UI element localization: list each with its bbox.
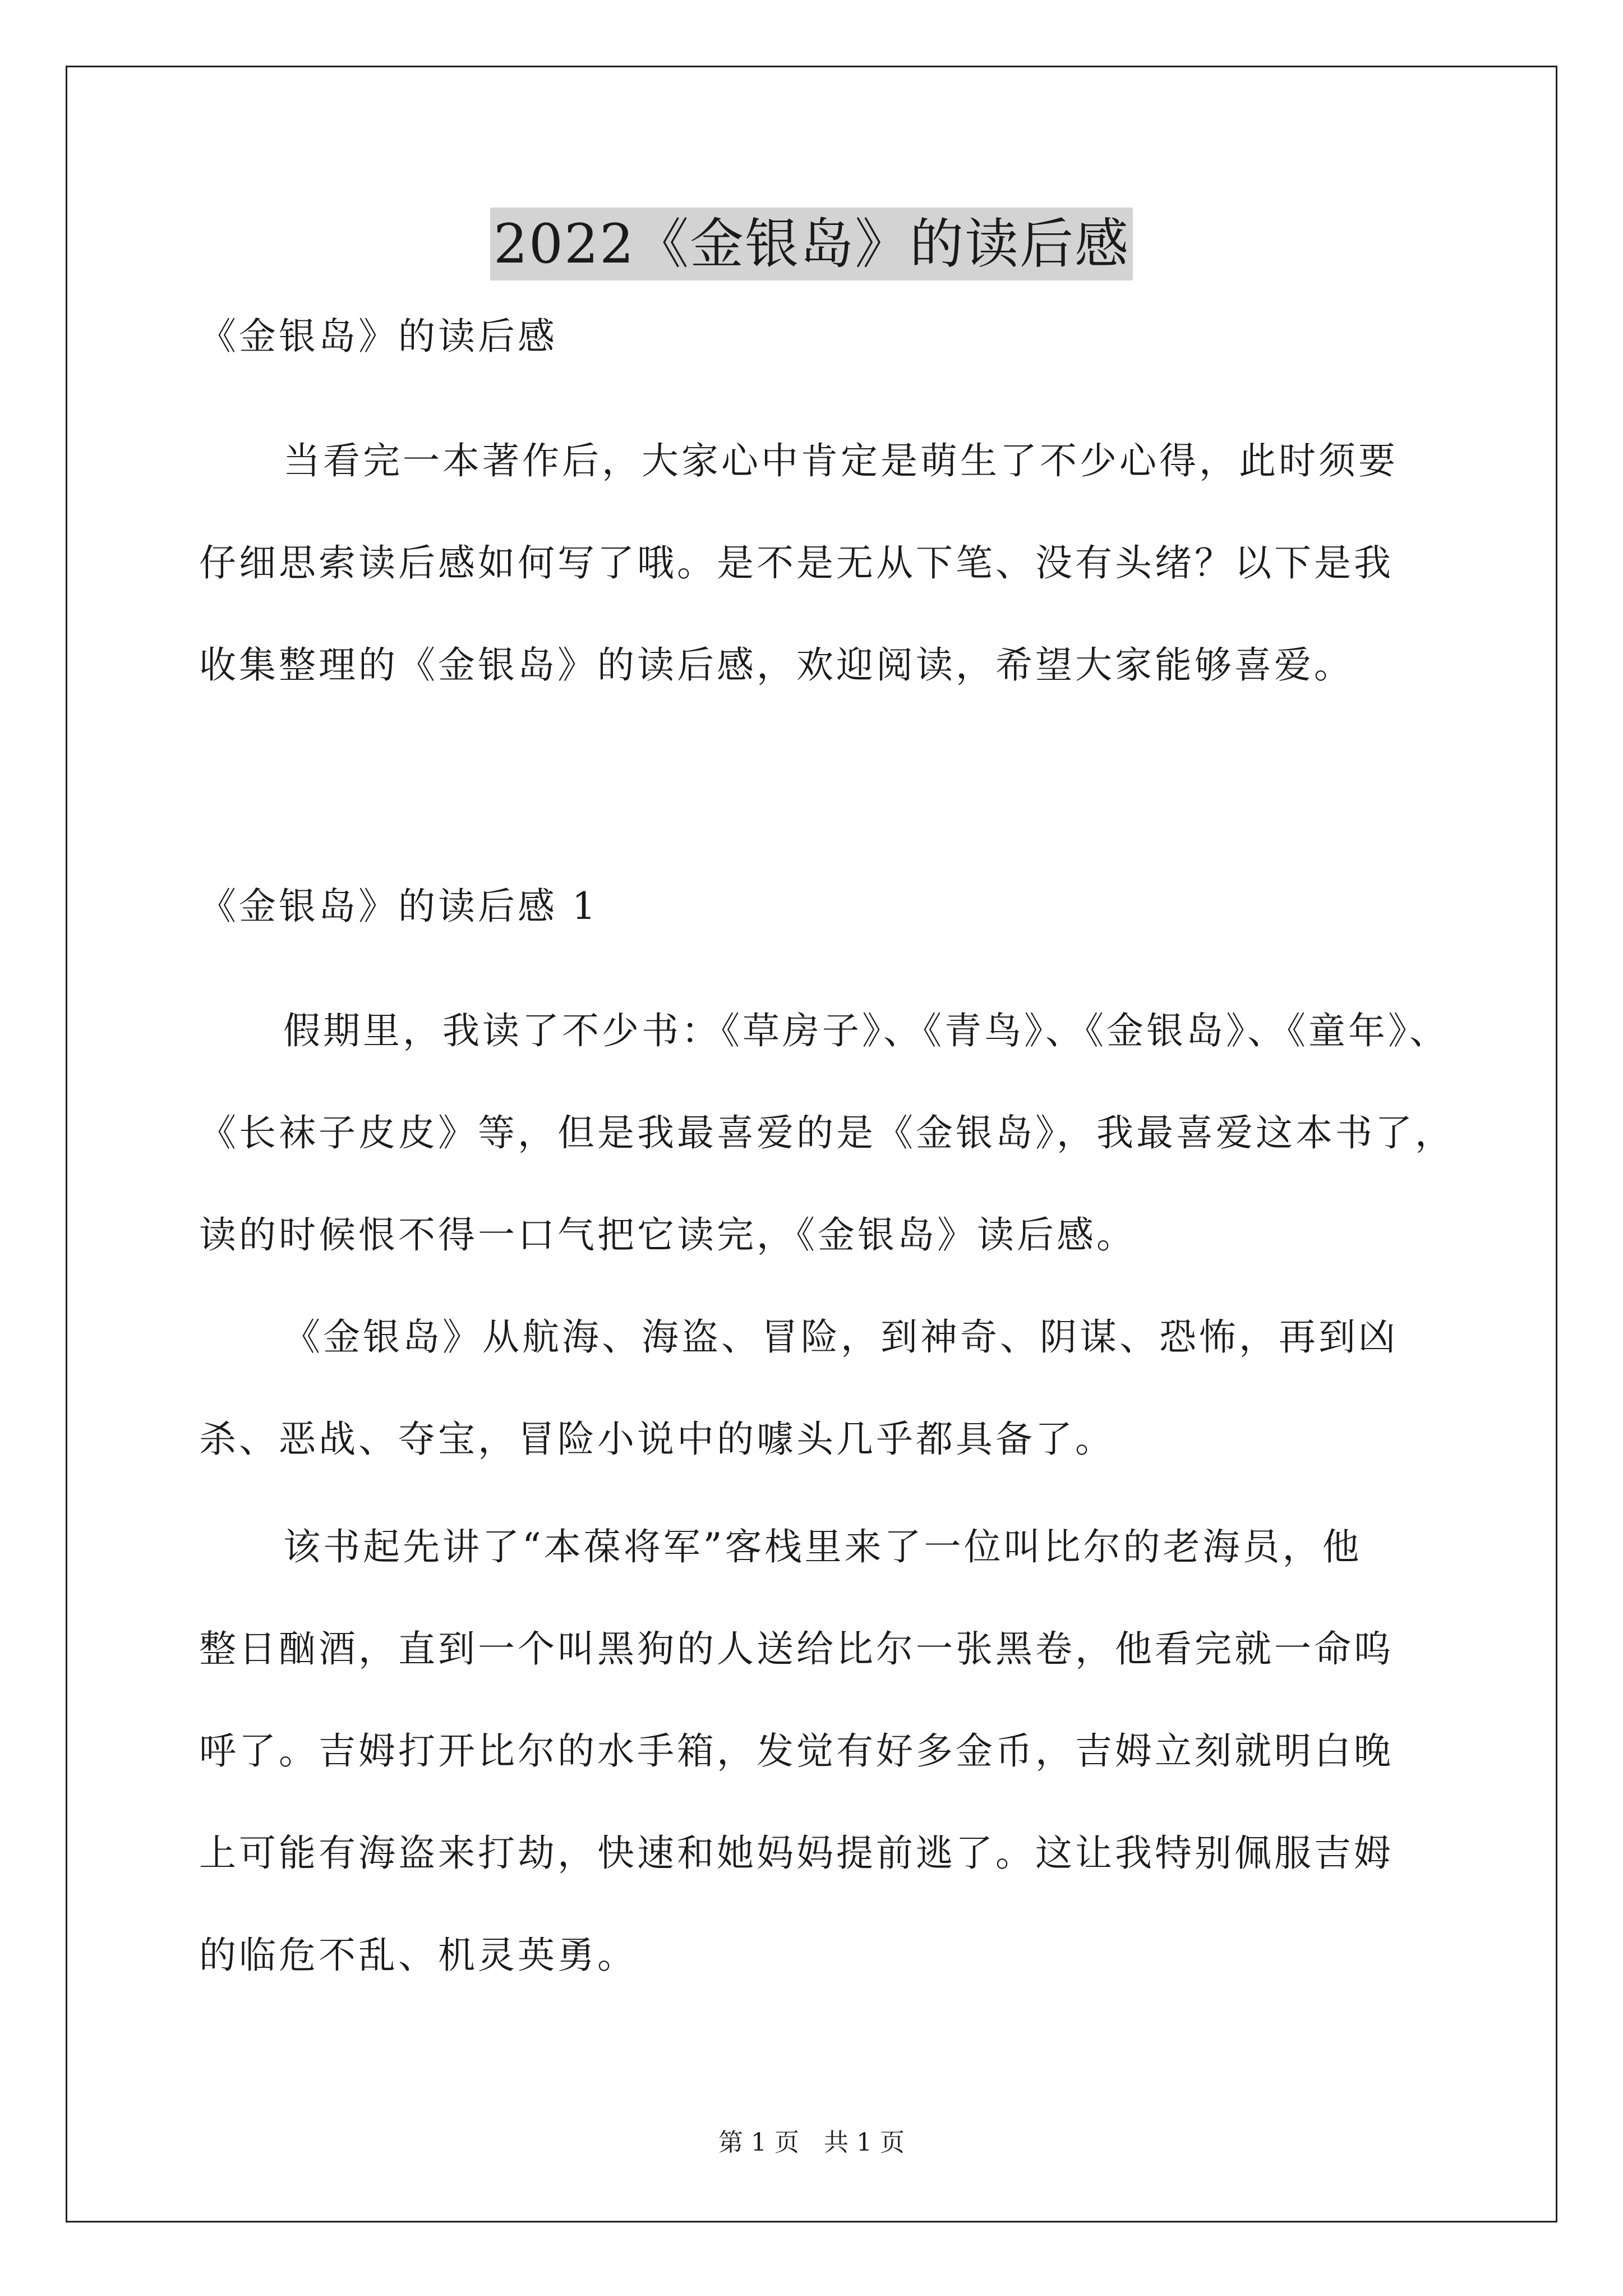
para2-line-1: 《金银岛》从航海、海盗、冒险，到神奇、阴谋、恐怖，再到凶 [283,1315,1398,1359]
para1-line-3: 读的时候恨不得一口气把它读完，《金银岛》读后感。 [199,1213,1136,1257]
intro-line-3: 收集整理的《金银岛》的读后感，欢迎阅读，希望大家能够喜爱。 [199,643,1354,687]
para1-line-1: 假期里，我读了不少书：《草房子》、《青鸟》、《金银岛》、《童年》、 [283,1009,1449,1052]
page-footer: 第 1 页 共 1 页 [718,2128,905,2157]
title-container [0,208,1623,280]
para3-line-4: 上可能有海盗来打劫，快速和她妈妈提前逃了。这让我特别佩服吉姆 [199,1832,1394,1875]
para1-line-2: 《长袜子皮皮》等，但是我最喜爱的是《金银岛》，我最喜爱这本书了， [199,1111,1455,1154]
para3-line-3: 呼了。吉姆打开比尔的水手箱，发觉有好多金币，吉姆立刻就明白晚 [199,1729,1394,1773]
subtitle: 《金银岛》的读后感 [199,315,557,358]
para3-line-2: 整日酗酒，直到一个叫黑狗的人送给比尔一张黑卷，他看完就一命呜 [199,1627,1394,1671]
intro-line-1: 当看完一本著作后，大家心中肯定是萌生了不少心得，此时须要 [283,439,1398,482]
para3-line-1: 该书起先讲了“本葆将军”客栈里来了一位叫比尔的老海员，他 [283,1525,1362,1568]
document-title: 2022《金银岛》的读后感 [490,208,1133,280]
section-heading: 《金银岛》的读后感 1 [199,885,598,928]
para3-line-5: 的临危不乱、机灵英勇。 [199,1934,637,1977]
intro-line-2: 仔细思索读后感如何写了哦。是不是无从下笔、没有头绪？以下是我 [199,541,1394,585]
para2-line-2: 杀、恶战、夺宝，冒险小说中的噱头几乎都具备了。 [199,1418,1115,1461]
